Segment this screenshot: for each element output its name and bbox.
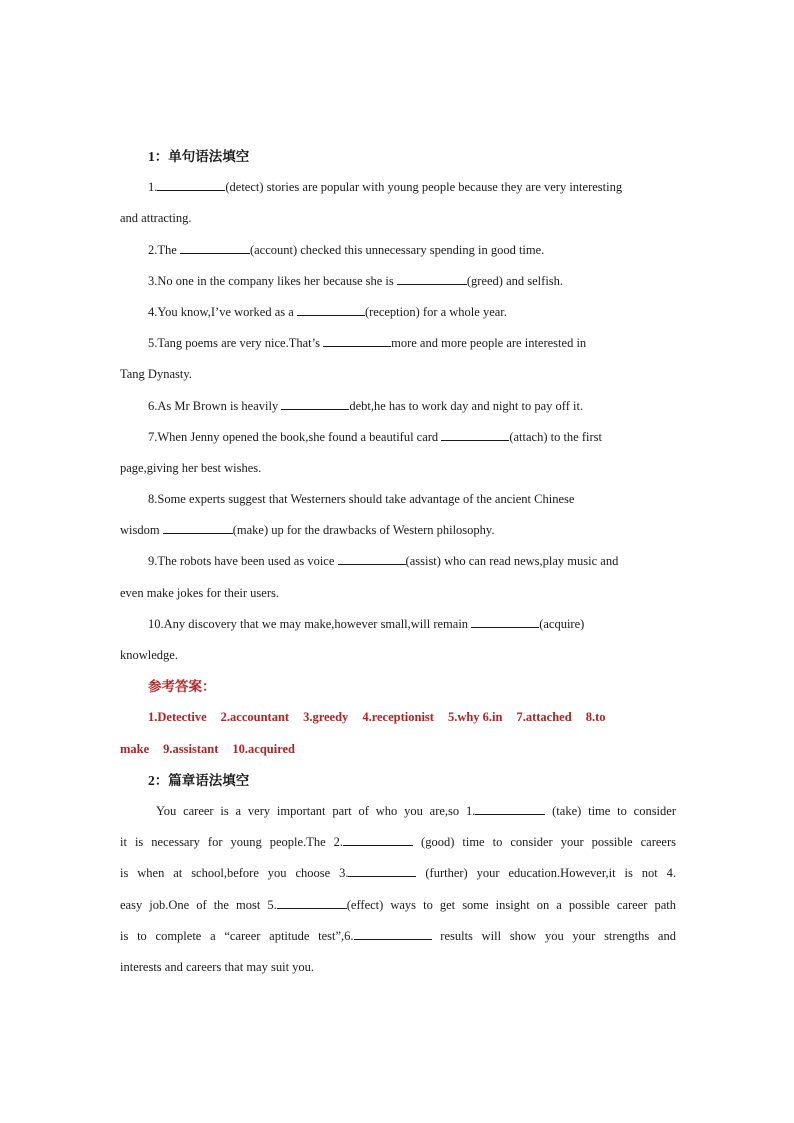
question-5: 5.Tang poems are very nice.That’s more and more people are interested in xyxy=(120,328,676,359)
question-10-cont: knowledge. xyxy=(120,648,178,662)
passage-line-6: interests and careers that may suit you. xyxy=(120,959,315,974)
answers-line-2: make 9.assistant 10.acquired xyxy=(120,741,296,756)
passage-line-3: is when at school,before you choose 3. (further) your education.However,it is not 4. xyxy=(120,858,676,889)
answer-blank[interactable] xyxy=(297,301,365,316)
question-7-cont: page,giving her best wishes. xyxy=(120,460,262,475)
passage-line-4: easy job.One of the most 5. (effect) ways to get some insight on a possible career path xyxy=(120,890,676,921)
question-8: 8.Some experts suggest that Westerners should take advantage of the ancient Chinese xyxy=(148,492,575,507)
answer-blank[interactable] xyxy=(441,426,509,441)
question-1: 1. (detect) stories are popular with young people because they are very interesting xyxy=(120,172,676,203)
answer-blank[interactable] xyxy=(180,239,250,254)
question-6: 6.As Mr Brown is heavily debt,he has to work day and night to pay off it. xyxy=(120,391,676,422)
question-8-cont: wisdom (make) up for the drawbacks of Western philosophy. xyxy=(120,515,676,546)
question-5-cont: Tang Dynasty. xyxy=(120,367,192,382)
answer-blank[interactable] xyxy=(157,176,225,191)
answer-blank[interactable] xyxy=(348,862,416,877)
answer-blank[interactable] xyxy=(343,831,413,846)
answers-line-1: 1.Detective 2.accountant 3.greedy 4.receptionist 5.why 6.in 7.attached 8.to xyxy=(148,710,606,725)
passage-line-1: You career is a very important part of who you are,so 1. (take) time to consider xyxy=(120,796,676,827)
answer-blank[interactable] xyxy=(354,925,432,940)
passage-line-2: it is necessary for young people.The 2. (good) time to consider your possible careers xyxy=(120,827,676,858)
question-9-cont: even make jokes for their users. xyxy=(120,585,279,600)
question-2: 2.The (account) checked this unnecessary spending in good time. xyxy=(120,235,676,266)
answer-blank[interactable] xyxy=(471,613,539,628)
answers-title: 参考答案： xyxy=(148,679,216,695)
answer-blank[interactable] xyxy=(338,550,406,565)
passage-line-5: is to complete a “career aptitude test”,6. results will show you your strengths and xyxy=(120,921,676,952)
answer-blank[interactable] xyxy=(475,800,545,815)
question-3: 3.No one in the company likes her because she is (greed) and selfish. xyxy=(120,266,676,297)
section2-title: 2：篇章语法填空 xyxy=(148,772,250,788)
question-9: 9.The robots have been used as voice (assist) who can read news,play music and xyxy=(120,546,676,577)
section1-title: 1：单句语法填空 xyxy=(148,149,250,164)
question-1-cont: and attracting. xyxy=(120,211,192,226)
answer-blank[interactable] xyxy=(323,332,391,347)
answer-blank[interactable] xyxy=(163,519,233,534)
answer-blank[interactable] xyxy=(281,395,349,410)
question-10: 10.Any discovery that we may make,however small,will remain (acquire) xyxy=(120,609,676,640)
answer-blank[interactable] xyxy=(277,894,347,909)
answer-blank[interactable] xyxy=(397,270,467,285)
worksheet-page xyxy=(120,141,676,983)
question-7: 7.When Jenny opened the book,she found a beautiful card (attach) to the first xyxy=(120,422,676,453)
question-4: 4.You know,I’ve worked as a (reception) for a whole year. xyxy=(120,297,676,328)
